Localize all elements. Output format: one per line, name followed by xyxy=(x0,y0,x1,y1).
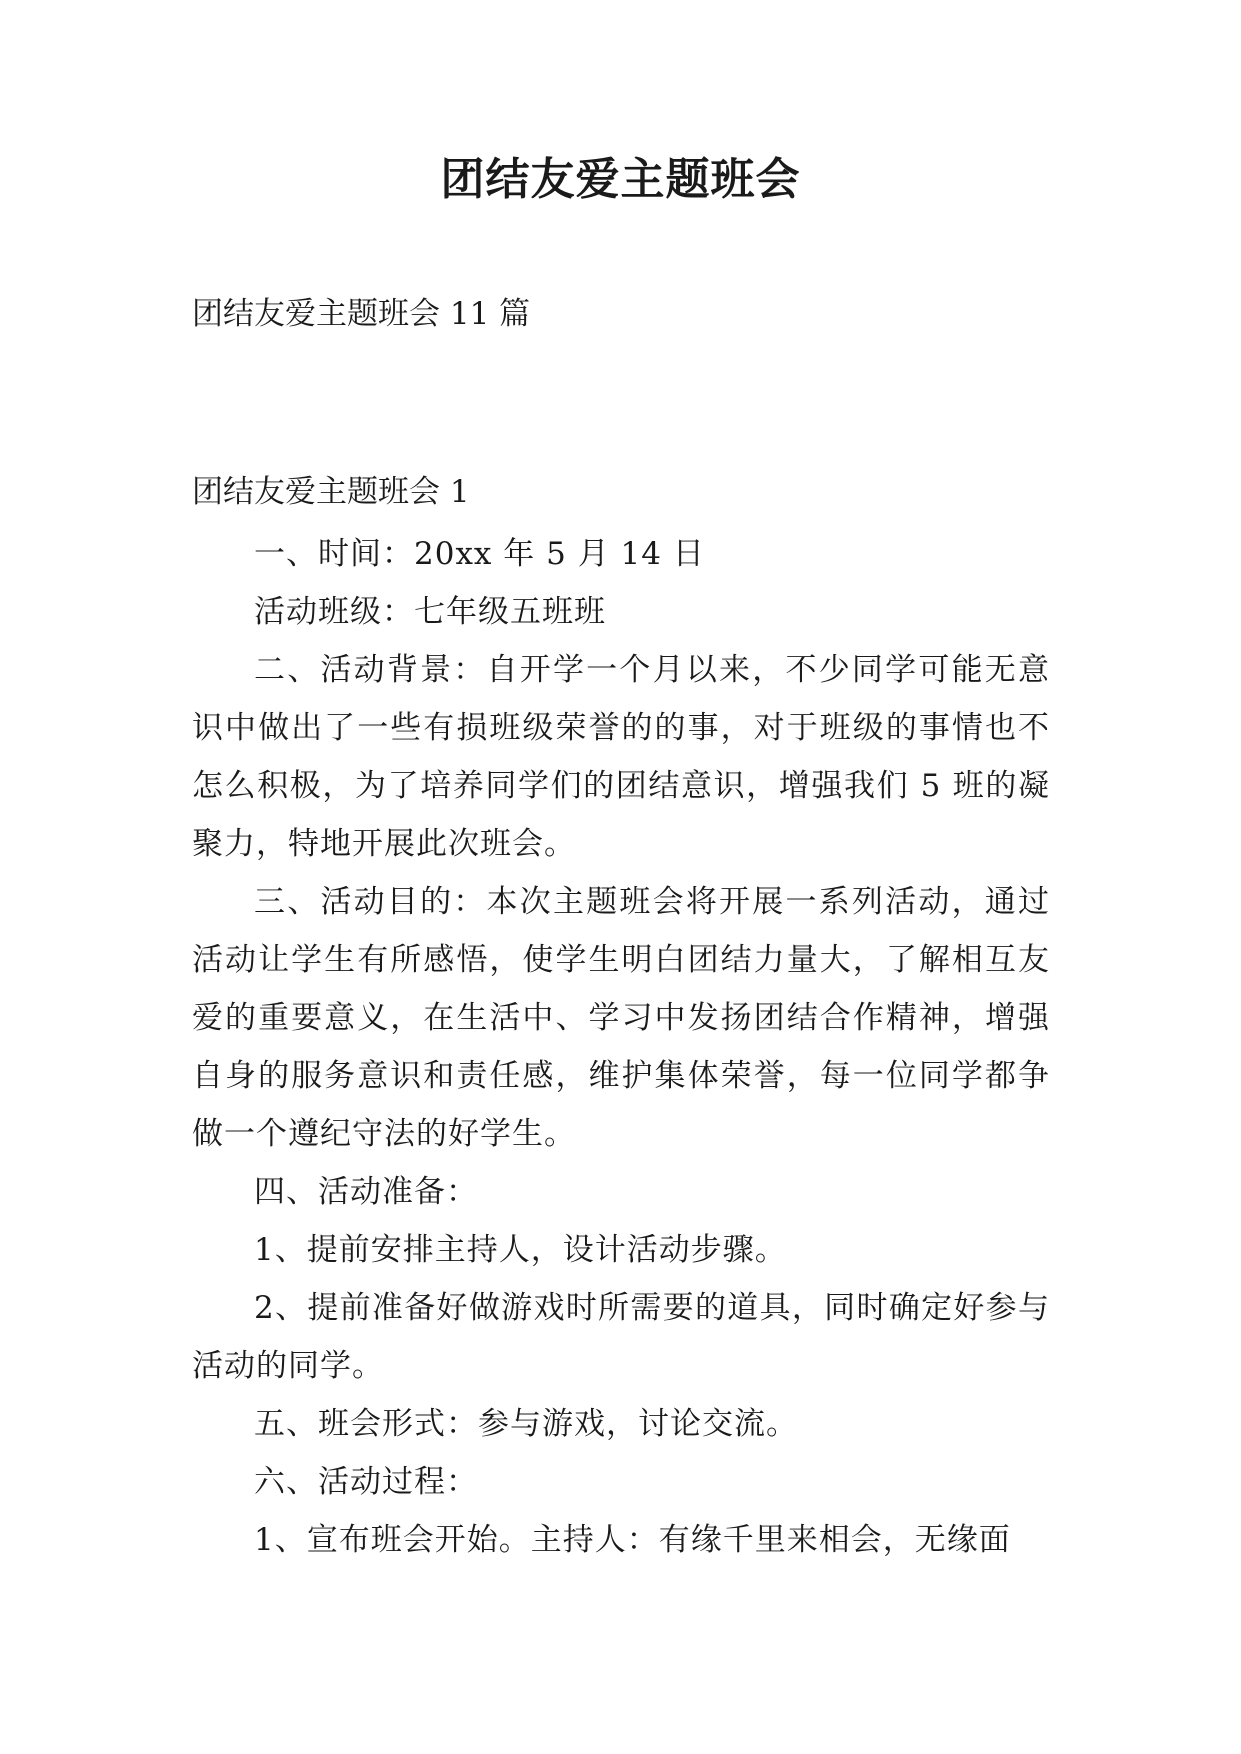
document-subtitle: 团结友爱主题班会 11 篇 xyxy=(192,296,531,332)
document-body xyxy=(192,525,1050,1569)
paragraph-background: 二、活动背景：自开学一个月以来，不少同学可能无意识中做出了一些有损班级荣誉的的事，对于班级的事情也不怎么积极，为了培养同学们的团结意识，增强我们 5 班的凝聚力，特地开展此次班会。 xyxy=(192,652,1050,862)
paragraph-process-1: 1、宣布班会开始。主持人：有缘千里来相会，无缘面 xyxy=(254,1522,1011,1558)
paragraph-preparation-2: 2、提前准备好做游戏时所需要的道具，同时确定好参与活动的同学。 xyxy=(192,1290,1050,1384)
paragraph-purpose: 三、活动目的：本次主题班会将开展一系列活动，通过活动让学生有所感悟，使学生明白团结力量大，了解相互友爱的重要意义，在生活中、学习中发扬团结合作精神，增强自身的服务意识和责任感，维护集体荣誉，每一位同学都争做一个遵纪守法的好学生。 xyxy=(192,884,1050,1152)
paragraph-time: 一、时间：20xx 年 5 月 14 日 xyxy=(254,536,705,572)
paragraph-preparation: 四、活动准备： xyxy=(254,1174,478,1210)
section-title: 团结友爱主题班会 1 xyxy=(192,474,470,510)
paragraph-format: 五、班会形式：参与游戏，讨论交流。 xyxy=(254,1406,798,1442)
paragraph-process: 六、活动过程： xyxy=(254,1464,478,1500)
paragraph-class: 活动班级：七年级五班班 xyxy=(254,594,606,630)
paragraph-preparation-1: 1、提前安排主持人，设计活动步骤。 xyxy=(254,1232,787,1268)
document-title: 团结友爱主题班会 xyxy=(440,154,801,205)
